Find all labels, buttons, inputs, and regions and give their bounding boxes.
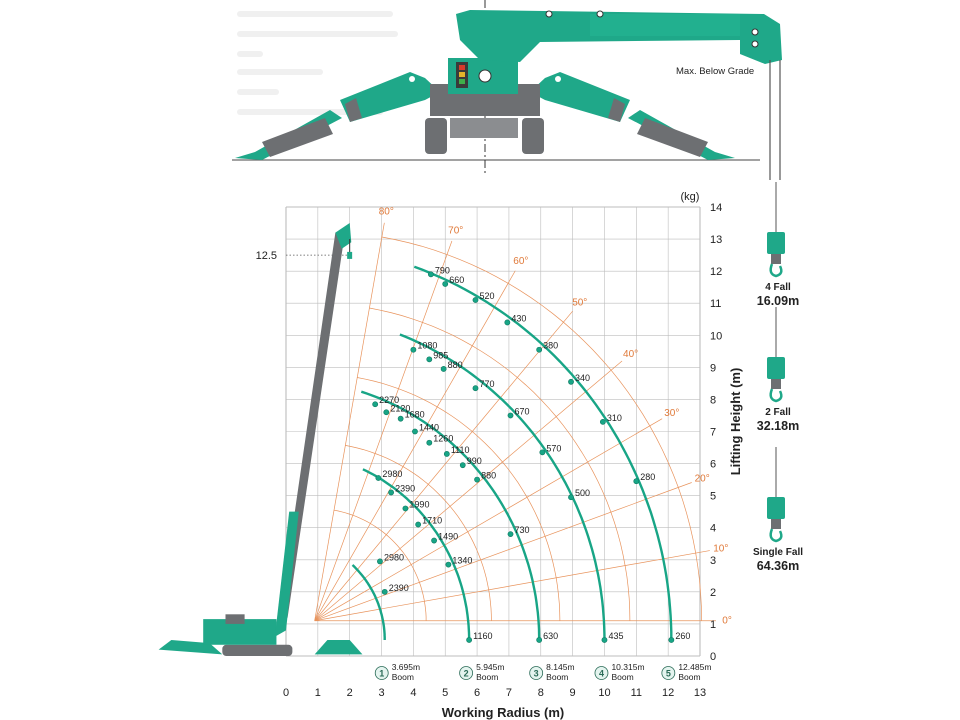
- y-tick-label: 12: [710, 266, 723, 279]
- load-point-label: 2390: [388, 582, 409, 593]
- angle-line: [315, 551, 710, 621]
- boom-length-labels: [375, 662, 711, 682]
- boom-number: 1: [379, 668, 385, 679]
- y-tick-label: 0: [710, 651, 717, 663]
- engine: [225, 614, 244, 624]
- boom-number: 5: [665, 668, 671, 679]
- right-outrigger-side: [315, 640, 363, 654]
- y-tick-label: 1: [710, 618, 717, 631]
- load-point-label: 770: [479, 379, 495, 390]
- x-tick-label: 4: [410, 687, 417, 699]
- angle-label: 30°: [664, 408, 680, 420]
- load-point: [416, 522, 421, 527]
- load-point-label: 1990: [409, 499, 430, 510]
- angle-label: 0°: [722, 615, 732, 627]
- unit-label: (kg): [680, 191, 700, 203]
- y-tick-label: 10: [710, 330, 723, 343]
- load-point-label: 570: [546, 443, 562, 454]
- right-outrigger: [530, 72, 735, 160]
- load-point: [412, 429, 417, 434]
- x-tick-label: 3: [378, 687, 385, 699]
- x-tick-label: 8: [537, 687, 544, 699]
- load-point-label: 1080: [417, 340, 438, 351]
- load-point: [537, 637, 542, 642]
- hook-shackle-icon: [771, 379, 781, 389]
- load-arc-3: [361, 392, 539, 640]
- load-point-label: 670: [514, 406, 530, 417]
- load-point: [403, 506, 408, 511]
- fall-label: 2 Fall: [765, 407, 791, 418]
- boom-word: Boom: [476, 672, 499, 682]
- boom-length: 12.485m: [678, 662, 712, 672]
- boom-number: 4: [598, 668, 604, 679]
- load-point: [428, 272, 433, 277]
- x-tick-label: 13: [693, 687, 707, 699]
- y-tick-label: 11: [710, 298, 722, 311]
- load-point-label: 1680: [404, 409, 425, 420]
- boom-cylinder: [275, 512, 299, 637]
- load-point: [600, 419, 605, 424]
- fall-value: 32.18m: [756, 419, 800, 433]
- angle-label: 50°: [572, 297, 588, 309]
- load-point: [505, 320, 510, 325]
- y-tick-label: 7: [710, 426, 717, 439]
- angle-line: [315, 419, 663, 621]
- angle-label: 70°: [448, 225, 464, 237]
- boom-angle-lines: [315, 207, 732, 627]
- x-tick-label: 7: [505, 687, 512, 699]
- hook-falls: [753, 182, 803, 573]
- load-point-label: 500: [575, 488, 591, 499]
- load-point-label: 1710: [422, 515, 443, 526]
- x-tick-label: 5: [442, 687, 449, 699]
- load-point: [377, 559, 382, 564]
- load-point: [384, 410, 389, 415]
- load-point-label: 990: [466, 456, 482, 467]
- load-point-label: 2390: [395, 483, 416, 494]
- boom-length: 5.945m: [476, 662, 505, 672]
- load-point-label: 2120: [390, 403, 411, 414]
- y-tick-label: 4: [710, 522, 717, 535]
- load-point: [508, 413, 513, 418]
- boom-number: 3: [533, 668, 539, 679]
- y-tick-label: 2: [710, 586, 717, 599]
- load-point: [508, 532, 513, 537]
- load-point-label: 730: [514, 525, 530, 536]
- load-point-label: 380: [543, 340, 559, 351]
- load-point: [376, 475, 381, 480]
- y-tick-label: 3: [710, 554, 717, 567]
- load-point-label: 630: [543, 630, 559, 641]
- load-point: [473, 297, 478, 302]
- x-axis-ticks: [283, 687, 706, 699]
- angle-line: [315, 483, 692, 621]
- load-point-label: 280: [640, 472, 656, 483]
- track: [222, 645, 292, 656]
- x-tick-label: 11: [630, 687, 643, 699]
- load-point: [634, 479, 639, 484]
- angle-label: 40°: [623, 348, 639, 360]
- load-point: [602, 637, 607, 642]
- max-height-label: 12.5: [255, 250, 277, 263]
- load-point-label: 2270: [379, 395, 400, 406]
- angle-label: 10°: [713, 543, 729, 555]
- load-point-label: 2980: [382, 469, 403, 480]
- angle-label: 60°: [513, 256, 529, 268]
- load-point: [443, 281, 448, 286]
- y-axis-title: Lifting Height (m): [728, 367, 743, 476]
- load-point: [568, 379, 573, 384]
- top-boom: [456, 10, 782, 64]
- load-arc-1: [353, 565, 385, 640]
- load-point-label: 1160: [473, 630, 493, 641]
- fall-value: 64.36m: [756, 559, 800, 573]
- load-point: [460, 463, 465, 468]
- load-point-label: 260: [675, 630, 691, 641]
- hook-icon: [771, 264, 782, 276]
- hook-icon: [771, 529, 782, 541]
- load-point: [431, 538, 436, 543]
- boom-length: 8.145m: [546, 662, 575, 672]
- load-point-label: 310: [606, 412, 622, 423]
- angle-label: 80°: [378, 206, 394, 218]
- load-point-label: 2980: [383, 552, 404, 563]
- fall-value: 16.09m: [756, 294, 800, 308]
- load-point: [467, 637, 472, 642]
- hook-block: [347, 252, 352, 259]
- boom-word: Boom: [678, 672, 701, 682]
- angle-label: 20°: [694, 473, 710, 485]
- load-point-label: 660: [449, 274, 465, 285]
- x-tick-label: 9: [569, 687, 576, 699]
- hook-block-icon: [767, 497, 785, 519]
- load-point: [568, 495, 573, 500]
- y-tick-label: 8: [710, 394, 717, 407]
- y-tick-label: 14: [710, 202, 723, 214]
- x-axis-title: Working Radius (m): [441, 705, 565, 720]
- hook-block-icon: [767, 357, 785, 379]
- y-tick-label: 13: [710, 234, 723, 247]
- load-point-label: 1340: [452, 555, 473, 566]
- load-point: [427, 357, 432, 362]
- hook-icon: [771, 389, 782, 401]
- load-point-label: 985: [433, 350, 449, 361]
- load-point: [444, 451, 449, 456]
- load-point-label: 1440: [418, 422, 440, 433]
- fall-label: Single Fall: [752, 547, 804, 558]
- load-arc-4: [400, 335, 605, 641]
- load-point: [446, 562, 451, 567]
- load-point: [537, 347, 542, 352]
- fall-label: 4 Fall: [765, 282, 791, 293]
- load-point: [388, 490, 393, 495]
- y-axis-ticks: [710, 202, 722, 663]
- load-point: [398, 416, 403, 421]
- load-point-label: 880: [481, 470, 497, 481]
- x-tick-label: 10: [598, 687, 611, 699]
- hook-block-icon: [767, 232, 785, 254]
- load-point-label: 340: [575, 372, 591, 383]
- load-point-label: 1260: [433, 433, 454, 444]
- boom-length: 3.695m: [391, 662, 421, 672]
- crane-top-view-illustration: [232, 0, 782, 180]
- boom-word: Boom: [611, 672, 634, 682]
- x-tick-label: 0: [282, 687, 290, 699]
- x-tick-label: 1: [314, 687, 321, 699]
- left-outrigger: [235, 72, 440, 160]
- y-tick-label: 6: [710, 458, 717, 471]
- load-point-label: 435: [608, 630, 624, 641]
- load-point: [669, 637, 674, 642]
- load-point-label: 430: [511, 313, 527, 324]
- x-tick-label: 12: [662, 687, 675, 699]
- y-tick-label: 9: [710, 362, 717, 375]
- load-chart-plot: [159, 191, 743, 720]
- load-point: [411, 347, 416, 352]
- load-point: [540, 450, 545, 455]
- load-point-label: 880: [447, 359, 463, 370]
- load-point: [473, 386, 478, 391]
- load-point: [427, 440, 432, 445]
- x-tick-label: 2: [346, 687, 353, 699]
- load-point-label: 790: [434, 265, 450, 276]
- below-grade-note: Max. Below Grade: [676, 66, 755, 77]
- hook-shackle-icon: [771, 254, 781, 264]
- load-point-label: 1490: [438, 531, 459, 542]
- load-point: [441, 366, 446, 371]
- y-tick-label: 5: [710, 490, 717, 503]
- boom-number: 2: [463, 668, 469, 679]
- boom-word: Boom: [546, 672, 569, 682]
- hook-shackle-icon: [771, 519, 781, 529]
- load-point-label: 520: [479, 291, 495, 302]
- angle-line: [315, 271, 516, 621]
- load-point: [474, 477, 479, 482]
- boom-word: Boom: [391, 672, 414, 682]
- load-point: [373, 402, 378, 407]
- load-point: [382, 589, 387, 594]
- x-tick-label: 6: [474, 687, 481, 699]
- load-point-label: 1110: [450, 444, 470, 455]
- boom-length: 10.315m: [611, 662, 645, 672]
